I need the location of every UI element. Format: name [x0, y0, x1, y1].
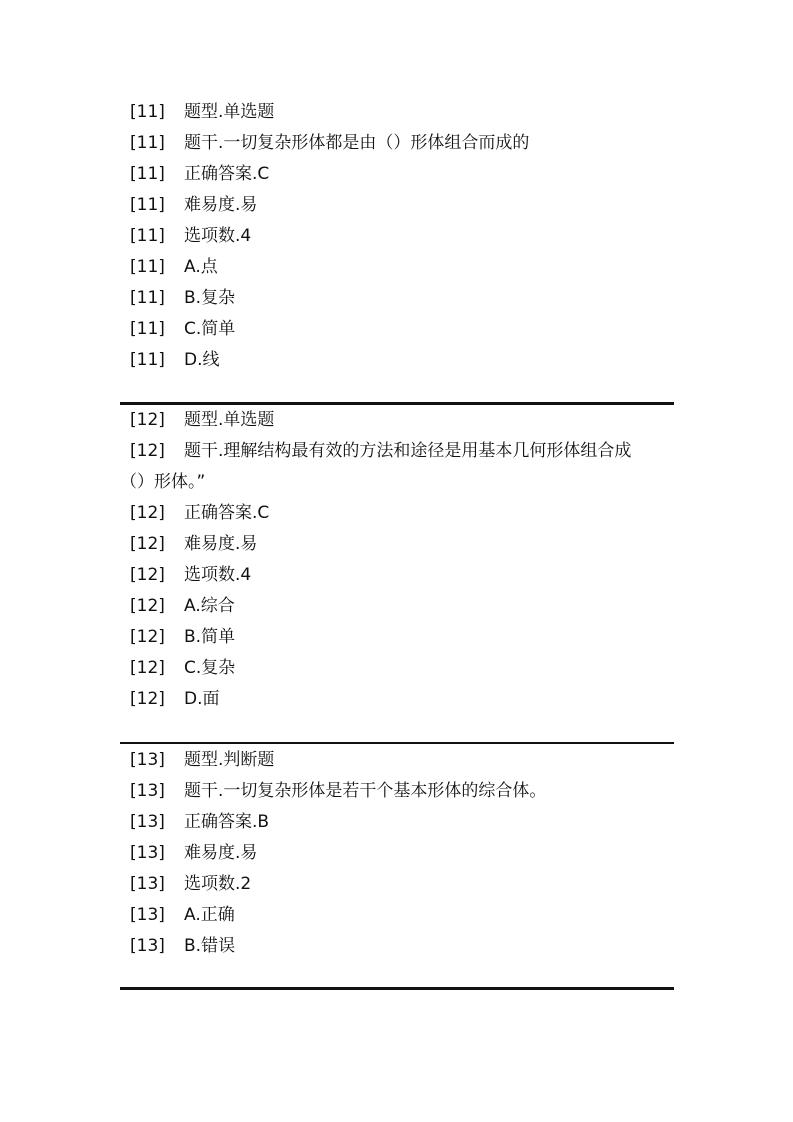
q12-number: [12]	[130, 658, 165, 678]
q11-number: [11]	[130, 102, 165, 122]
q12-option-c	[120, 653, 674, 684]
q11-number: [11]	[130, 257, 165, 277]
q11-number: [11]	[130, 164, 165, 184]
q11-option-count-line	[120, 221, 674, 252]
q13-stem-line	[120, 776, 674, 807]
q11-number: [11]	[130, 195, 165, 215]
q13-option-b	[120, 931, 674, 962]
q13-stem: 题干.一切复杂形体是若干个基本形体的综合体。	[184, 781, 547, 801]
q13-number: [13]	[130, 936, 165, 956]
q12-option-b	[120, 622, 674, 653]
q12-difficulty: 难易度.易	[184, 534, 258, 554]
q11-stem: 题干.一切复杂形体都是由（）形体组合而成的	[184, 133, 530, 153]
q13-type-line	[120, 745, 674, 776]
q12-difficulty-line	[120, 529, 674, 560]
question-12	[120, 405, 674, 715]
q11-answer: 正确答案.C	[184, 164, 270, 184]
q11-option-c	[120, 314, 674, 345]
q13-difficulty: 难易度.易	[184, 843, 258, 863]
q13-answer: 正确答案.B	[184, 812, 270, 832]
q12-stem-part1: 题干.理解结构最有效的方法和途径是用基本几何形体组合成	[184, 441, 632, 461]
q11-stem-line	[120, 128, 674, 159]
q13-option-b-text: B.错误	[184, 936, 236, 956]
q13-option-a-text: A.正确	[184, 905, 235, 925]
q11-number: [11]	[130, 226, 165, 246]
q12-number: [12]	[130, 534, 165, 554]
q12-number: [12]	[130, 410, 165, 430]
q12-type: 题型.单选题	[184, 410, 275, 430]
q12-number: [12]	[130, 503, 165, 523]
q13-number: [13]	[130, 905, 165, 925]
q12-option-count: 选项数.4	[184, 565, 252, 585]
q13-answer-line	[120, 807, 674, 838]
q12-option-d	[120, 684, 674, 715]
q11-option-count: 选项数.4	[184, 226, 252, 246]
q12-number: [12]	[130, 565, 165, 585]
q11-type-line	[120, 97, 674, 128]
q11-option-d-text: D.线	[184, 350, 220, 370]
q12-number: [12]	[130, 689, 165, 709]
q13-number: [13]	[130, 812, 165, 832]
q12-stem-part2: （）形体。”	[120, 472, 206, 492]
q13-option-count-line	[120, 869, 674, 900]
q11-option-b-text: B.复杂	[184, 288, 236, 308]
q13-type: 题型.判断题	[184, 750, 275, 770]
q12-stem-line	[120, 436, 674, 467]
q11-number: [11]	[130, 350, 165, 370]
q11-type: 题型.单选题	[184, 102, 275, 122]
q11-option-a	[120, 252, 674, 283]
q12-answer-line	[120, 498, 674, 529]
q13-number: [13]	[130, 874, 165, 894]
q11-number: [11]	[130, 133, 165, 153]
q11-option-a-text: A.点	[184, 257, 218, 277]
q12-type-line	[120, 405, 674, 436]
q11-difficulty-line	[120, 190, 674, 221]
q11-answer-line	[120, 159, 674, 190]
question-13	[120, 745, 674, 962]
q11-option-b	[120, 283, 674, 314]
q11-option-c-text: C.简单	[184, 319, 236, 339]
q12-stem-continuation	[120, 467, 674, 498]
q13-difficulty-line	[120, 838, 674, 869]
divider-rule	[120, 742, 674, 744]
q11-number: [11]	[130, 319, 165, 339]
q11-difficulty: 难易度.易	[184, 195, 258, 215]
q11-option-d	[120, 345, 674, 376]
q12-option-a	[120, 591, 674, 622]
divider-rule	[120, 987, 674, 990]
q13-number: [13]	[130, 781, 165, 801]
q13-number: [13]	[130, 750, 165, 770]
q13-option-count: 选项数.2	[184, 874, 252, 894]
q12-answer: 正确答案.C	[184, 503, 270, 523]
q12-option-a-text: A.综合	[184, 596, 235, 616]
q12-option-c-text: C.复杂	[184, 658, 236, 678]
q12-option-d-text: D.面	[184, 689, 220, 709]
q11-number: [11]	[130, 288, 165, 308]
q12-number: [12]	[130, 441, 165, 461]
q12-option-count-line	[120, 560, 674, 591]
question-11	[120, 97, 674, 376]
q12-number: [12]	[130, 596, 165, 616]
q13-option-a	[120, 900, 674, 931]
q12-number: [12]	[130, 627, 165, 647]
q12-option-b-text: B.简单	[184, 627, 236, 647]
q13-number: [13]	[130, 843, 165, 863]
